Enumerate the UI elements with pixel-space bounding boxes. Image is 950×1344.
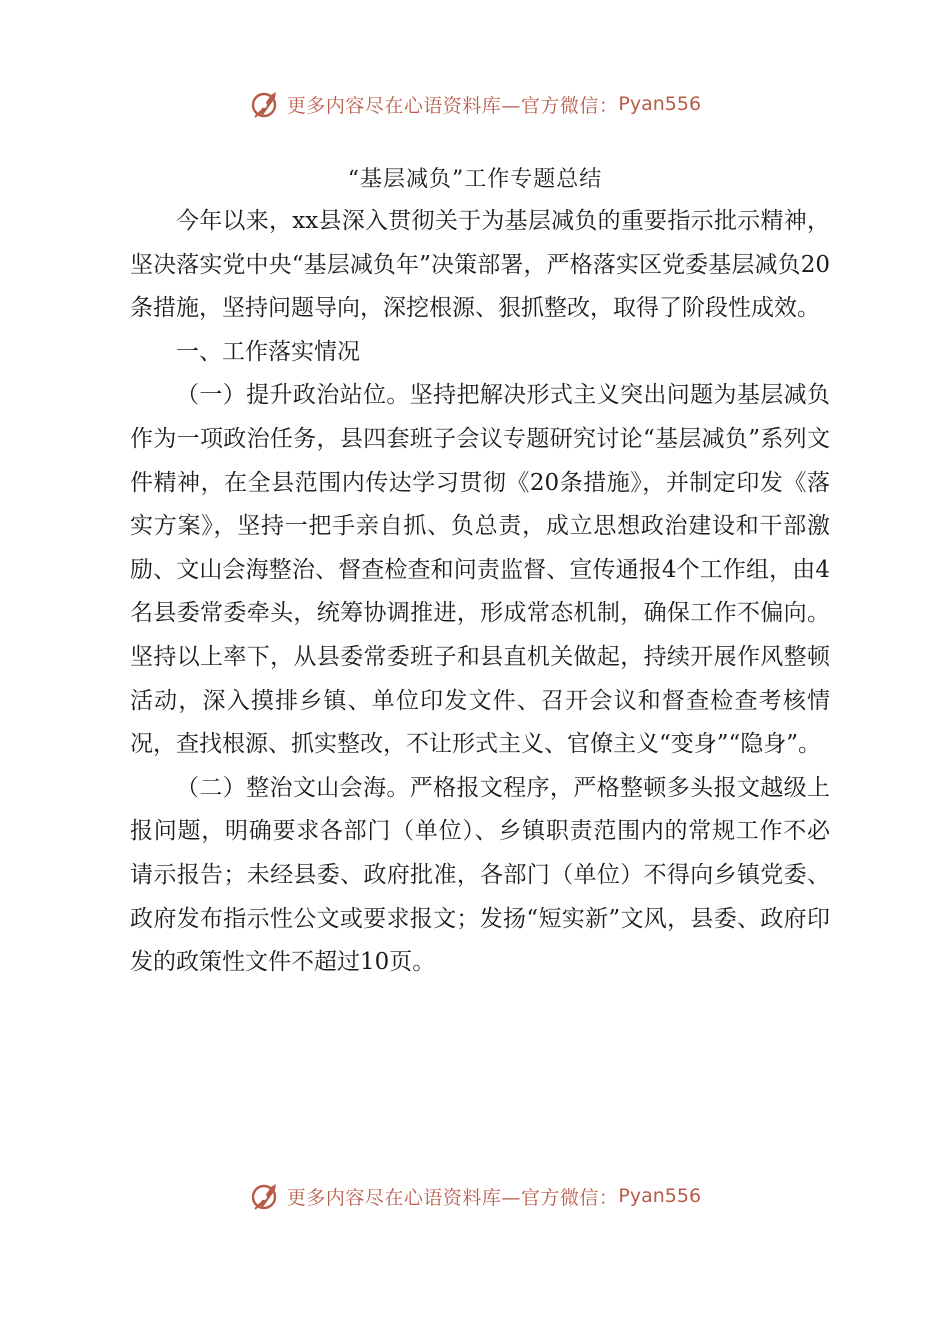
header-banner — [0, 82, 950, 126]
document-title: “基层减负”工作专题总结 — [347, 167, 603, 192]
banner-slogan: 更多内容尽在心语资料库—官方微信： — [286, 94, 619, 117]
section-heading: 一、工作落实情况 — [176, 338, 360, 365]
wechat-id: Pyan556 — [618, 93, 702, 115]
paragraph-meetings-documents: （二）整治文山会海。严格报文程序，严格整顿多头报文越级上报问题，明确要求各部门（单位）、乡镇职责范围内的常规工作不必请示报告；未经县委、政府批准，各部门（单位）不得向乡镇党委、政府发布指示性公文或要求报文；发扬“短实新”文风，县委、政府印发的政策性文件不超过10页。 — [130, 774, 830, 976]
banner-slogan: 更多内容尽在心语资料库—官方微信： — [286, 1186, 619, 1209]
pen-logo-icon — [249, 87, 283, 121]
pen-logo-icon — [249, 1179, 283, 1213]
wechat-id: Pyan556 — [618, 1185, 702, 1207]
footer-banner — [0, 1174, 950, 1218]
paragraph-intro: 今年以来，xx县深入贯彻关于为基层减负的重要指示批示精神，坚决落实党中央“基层减负年”决策部署，严格落实区党委基层减负20条措施，坚持问题导向，深挖根源、狠抓整改，取得了阶段性成效。 — [130, 208, 830, 322]
document-body — [130, 200, 830, 985]
paragraph-political-stance: （一）提升政治站位。坚持把解决形式主义突出问题为基层减负作为一项政治任务，县四套班子会议专题研究讨论“基层减负”系列文件精神，在全县范围内传达学习贯彻《20条措施》，并制定印发《落实方案》，坚持一把手亲自抓、负总责，成立思想政治建设和干部激励、文山会海整治、督查检查和问责监督、宣传通报4个工作组，由4名县委常委牵头，统筹协调推进，形成常态机制，确保工作不偏向。坚持以上率下，从县委常委班子和县直机关做起，持续开展作风整顿活动，深入摸排乡镇、单位印发文件、召开会议和督查检查考核情况，查找根源、抓实整改，不让形式主义、官僚主义“变身”“隐身”。 — [130, 382, 830, 758]
